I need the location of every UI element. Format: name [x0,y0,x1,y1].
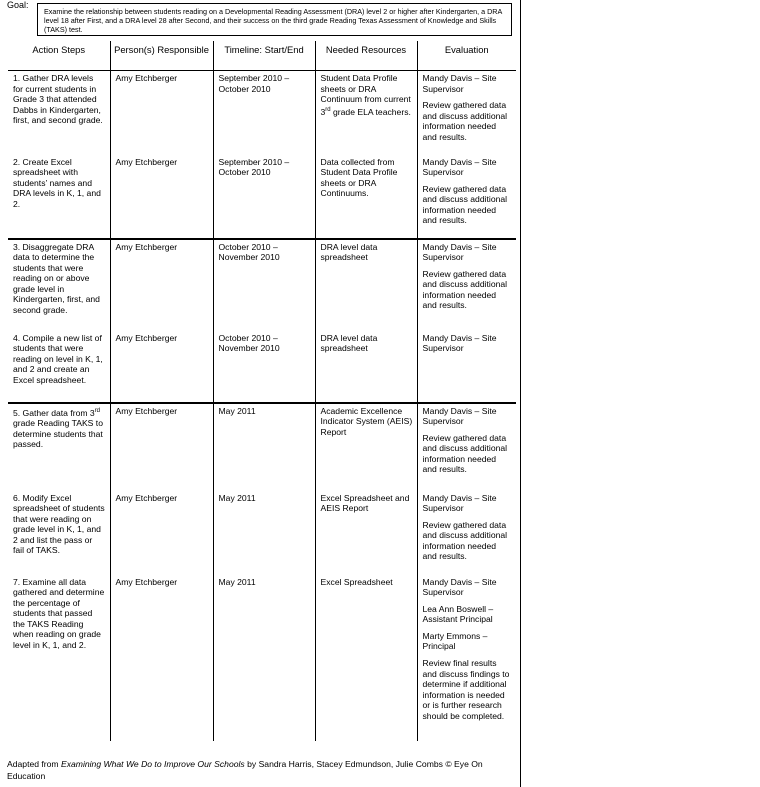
needed-resources: Excel Spreadsheet and AEIS Report [315,491,417,575]
needed-resources: DRA level data spreadsheet [315,239,417,331]
person-responsible: Amy Etchberger [110,155,213,239]
evaluation-entry: Review gathered data and discuss additional information needed and results. [422,183,508,226]
evaluation [417,71,516,155]
action-step: 5. Gather data from 3rd grade Reading TAKS to determine students that passed. [8,403,110,491]
needed-resources: Student Data Profile sheets or DRA Continuum from current 3rd grade ELA teachers. [315,71,417,155]
page-margin-rule [520,0,521,787]
evaluation-entry: Mandy Davis – Site Supervisor [422,73,497,94]
timeline: October 2010 – November 2010 [213,331,315,403]
evaluation-entry: Mandy Davis – Site Supervisor [422,405,497,427]
evaluation-entry: Review gathered data and discuss additional information needed and results. [422,519,508,562]
header-needed-resources: Needed Resources [315,41,417,71]
citation-book-title: Examining What We Do to Improve Our Schools [60,759,245,769]
timeline: May 2011 [213,575,315,741]
action-step: 2. Create Excel spreadsheet with students’ names and DRA levels in K, 1, and 2. [8,155,110,239]
action-plan-table [8,41,516,741]
action-step: 3. Disaggregate DRA data to determine the students that were reading on or above grade level in Kindergarten, first, and second grade. [8,239,110,331]
evaluation-entry: Review gathered data and discuss additional information needed and results. [422,432,508,475]
citation-prefix: Adapted from [7,759,61,769]
table-row [8,575,516,741]
person-responsible: Amy Etchberger [110,239,213,331]
header-evaluation: Evaluation [417,41,516,71]
evaluation-entry: Mandy Davis – Site Supervisor [422,492,497,514]
evaluation-entry: Review final results and discuss findings to determine if additional information is needed or is further research should be completed. [422,658,510,722]
action-step: 7. Examine all data gathered and determine the percentage of students that passed the TAKS Reading when reading on grade level in K, 1, and 2. [8,575,110,741]
evaluation [417,575,516,741]
table-row [8,491,516,575]
goal-text: Examine the relationship between students reading on a Developmental Reading Assessment (DRA) level 2 or higher after Kindergarten, a DRA level 18 after First, and a DRA level 28 after Second, and their success on the third grade Reading Texas Assessment of Knowledge and Skills (TAKS) test. [44,7,502,34]
evaluation-entry: Mandy Davis – Site Supervisor [422,332,497,354]
evaluation-entry: Mandy Davis – Site Supervisor [422,156,497,178]
table-header-row [8,41,516,71]
person-responsible: Amy Etchberger [110,71,213,155]
timeline: May 2011 [213,403,315,491]
action-step: 6. Modify Excel spreadsheet of students that were reading on grade level in K, 1, and 2 and list the pass or fail of TAKS. [8,491,110,575]
needed-resources: Academic Excellence Indicator System (AEIS) Report [315,403,417,491]
goal-box [37,3,512,36]
needed-resources: DRA level data spreadsheet [315,331,417,403]
person-responsible: Amy Etchberger [110,575,213,741]
needed-resources: Data collected from Student Data Profile sheets or DRA Continuums. [315,155,417,239]
citation-footer [7,758,519,782]
evaluation-entry: Mandy Davis – Site Supervisor [422,576,497,598]
person-responsible: Amy Etchberger [110,491,213,575]
table-row [8,239,516,331]
person-responsible: Amy Etchberger [110,403,213,491]
timeline: May 2011 [213,491,315,575]
evaluation [417,331,516,403]
evaluation [417,403,516,491]
timeline: October 2010 – November 2010 [213,239,315,331]
action-step: 1. Gather DRA levels for current students in Grade 3 that attended Dabbs in Kindergarten, first, and second grade. [8,71,110,155]
evaluation [417,239,516,331]
evaluation-entry: Review gathered data and discuss additional information needed and results. [422,100,508,142]
evaluation-entry: Lea Ann Boswell – Assistant Principal [422,603,494,625]
evaluation-entry: Mandy Davis – Site Supervisor [422,241,497,263]
goal-label: Goal: [7,0,29,10]
evaluation-entry: Review gathered data and discuss additional information needed and results. [422,268,508,311]
evaluation [417,155,516,239]
timeline: September 2010 – October 2010 [213,155,315,239]
timeline: September 2010 – October 2010 [213,71,315,155]
table-row [8,331,516,403]
citation-suffix: by Sandra Harris, Stacey Edmundson, Julie Combs © Eye On Education [7,759,483,781]
table-row [8,155,516,239]
table-row [8,403,516,491]
header-action-steps: Action Steps [8,41,110,71]
evaluation-entry: Marty Emmons – Principal [422,630,488,652]
person-responsible: Amy Etchberger [110,331,213,403]
evaluation [417,491,516,575]
action-step: 4. Compile a new list of students that were reading on level in K, 1, and 2 and create an Excel spreadsheet. [8,331,110,403]
table-row [8,71,516,155]
needed-resources: Excel Spreadsheet [315,575,417,741]
header-timeline: Timeline: Start/End [213,41,315,71]
header-persons-responsible: Person(s) Responsible [110,41,213,71]
